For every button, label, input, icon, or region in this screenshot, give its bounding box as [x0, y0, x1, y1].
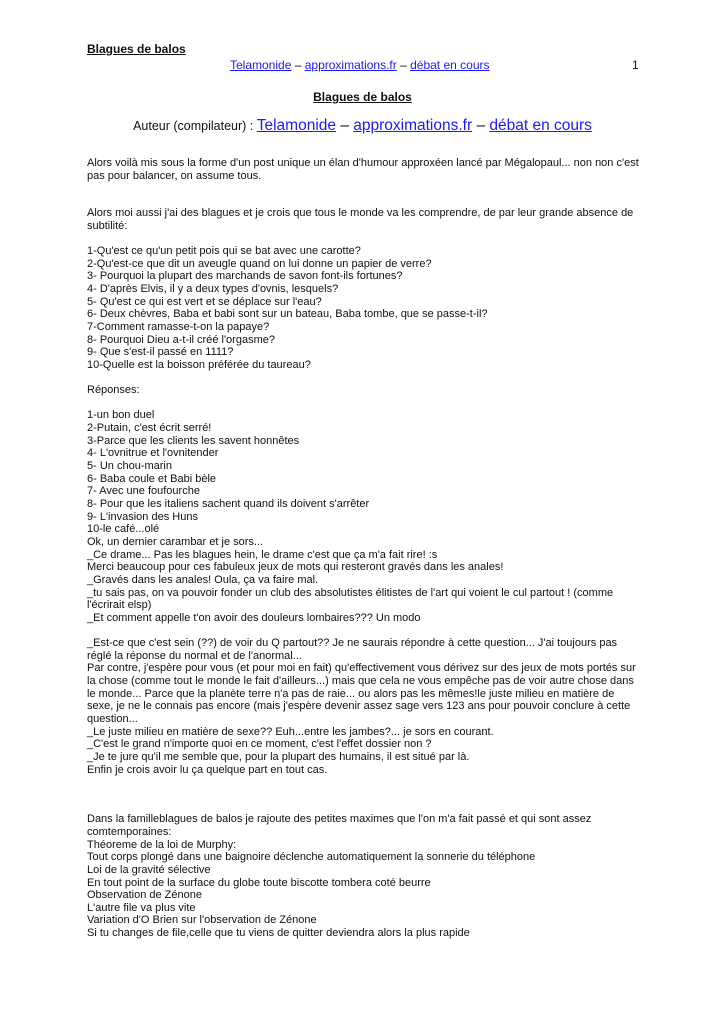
author-separator: –	[472, 117, 490, 134]
question-item: 2-Qu'est-ce que dit un aveugle quand on lui donne un papier de verre?	[87, 257, 432, 270]
maxim-line: Dans la familleblagues de balos je rajoute des petites maximes que l'on m'a fait passé et qui sont assez comtemporaines:	[87, 813, 592, 838]
maxim-line: Théoreme de la loi de Murphy:	[87, 838, 237, 851]
dialogue-line: _Et comment appelle t'on avoir des douleurs lombaires??? Un modo	[87, 611, 421, 624]
page-number: 1	[632, 58, 639, 72]
question-item: 3- Pourquoi la plupart des marchands de savon font-ils fortunes?	[87, 270, 403, 283]
dialogue-line: _Le juste milieu en matière de sexe?? Euh...entre les jambes?... je sors en courant.	[87, 725, 494, 738]
dialogue-line: _Je te jure qu'il me semble que, pour la plupart des humains, il est situé par là.	[87, 750, 470, 763]
intro2-paragraph: Alors moi aussi j'ai des blagues et je crois que tous le monde va les comprendre, de par leur grande absence de subtilité:	[87, 207, 634, 232]
answer-item: 1-un bon duel	[87, 409, 155, 422]
answer-item: 9- L'invasion des Huns	[87, 510, 198, 523]
question-item: 8- Pourquoi Dieu a-t-il créé l'orgasme?	[87, 333, 275, 346]
dialogue-line: _tu sais pas, on va pouvoir fonder un club des absolutistes élitistes de l'art qui voient le cul partout ! (comme l'écrirait elsp)	[87, 586, 614, 612]
header-links	[230, 58, 490, 72]
dialogue-line: Enfin je crois avoir lu ça quelque part en tout cas.	[87, 763, 328, 776]
answer-item: 8- Pour que les italiens sachent quand ils doivent s'arrêter	[87, 497, 370, 510]
dialogue-line: _Est-ce que c'est sein (??) de voir du Q partout?? Je ne saurais répondre à cette question... J'ai toujours pas réglé la réponse du normal et de l'anormal...	[87, 637, 618, 662]
answer-item: 2-Putain, c'est écrit serré!	[87, 422, 212, 434]
header-separator: –	[291, 58, 305, 72]
question-item: 10-Quelle est la boisson préférée du taureau?	[87, 359, 311, 372]
question-item: 5- Qu'est ce qui est vert et se déplace sur l'eau?	[87, 295, 322, 308]
maxim-line: L'autre file va plus vite	[87, 901, 196, 914]
questions-list	[87, 245, 643, 372]
author-label: Auteur (compilateur) :	[133, 119, 257, 133]
dialogue-line: Merci beaucoup pour ces fabuleux jeux de mots qui resteront gravés dans les anales!	[87, 561, 504, 574]
dialogue-block	[87, 536, 643, 625]
dialogue-block-2	[87, 637, 643, 776]
header-link-telamonide[interactable]: Telamonide	[230, 58, 292, 72]
author-link-debat[interactable]: débat en cours	[489, 117, 592, 134]
dialogue-line: Par contre, j'espère pour vous (et pour moi en fait) qu'effectivement vous dérivez sur des jeux de mots portés sur la chose (comme tout le monde le fait d'ailleurs...) mais que cela ne vous empêche pas de voir autre chose dans le monde... Parce que la planète terre n'a pas de raie... ou alors pas les mêmes!le juste milieu en matière de sexe, je ne le connais pas encore (mais j'espère devenir assez sage vers 123 ans pour pouvoir conclure à cette question...	[87, 662, 636, 725]
header-separator: –	[396, 58, 411, 72]
dialogue-line: _Gravés dans les anales! Oula, ça va faire mal.	[87, 573, 319, 586]
responses-label: Réponses:	[87, 384, 140, 397]
question-item: 9- Que s'est-il passé en 1111?	[87, 346, 234, 359]
answers-list	[87, 409, 643, 536]
answer-item: 7- Avec une foufourche	[87, 485, 200, 498]
author-link-telamonide[interactable]: Telamonide	[256, 117, 337, 134]
header-link-approximations[interactable]: approximations.fr	[304, 58, 397, 72]
author-line	[0, 117, 725, 135]
dialogue-line: Ok, un dernier carambar et je sors...	[87, 535, 264, 548]
maxim-line: Si tu changes de file,celle que tu viens de quitter deviendra alors la plus rapide	[87, 927, 470, 940]
author-separator: –	[336, 117, 354, 134]
maxim-line: Tout corps plongé dans une baignoire déclenche automatiquement la sonnerie du téléphone	[87, 851, 536, 864]
dialogue-line: _C'est le grand n'importe quoi en ce moment, c'est l'effet dossier non ?	[87, 738, 432, 751]
answer-item: 5- Un chou-marin	[87, 459, 172, 472]
answer-item: 4- L'ovnitrue et l'ovnitender	[87, 447, 219, 460]
answer-item: 10-le café...olé	[87, 523, 160, 536]
question-item: 6- Deux chèvres, Baba et babi sont sur un bateau, Baba tombe, que se passe-t-il?	[87, 308, 488, 321]
maxims-block	[87, 813, 643, 940]
dialogue-line: _Ce drame... Pas les blagues hein, le drame c'est que ça m'a fait rire! :s	[87, 548, 438, 561]
header-title: Blagues de balos	[87, 42, 186, 56]
answer-item: 6- Baba coule et Babi bèle	[87, 472, 217, 485]
header-link-debat[interactable]: débat en cours	[410, 58, 490, 72]
document-body	[87, 157, 643, 940]
maxim-line: En tout point de la surface du globe toute biscotte tombera coté beurre	[87, 876, 431, 889]
author-link-approximations[interactable]: approximations.fr	[353, 117, 473, 134]
answer-item: 3-Parce que les clients les savent honnêtes	[87, 434, 300, 447]
maxim-line: Observation de Zénone	[87, 889, 202, 902]
maxim-line: Loi de la gravité sélective	[87, 863, 211, 876]
document-title: Blagues de balos	[313, 90, 412, 104]
intro-paragraph: Alors voilà mis sous la forme d'un post unique un élan d'humour approxéen lancé par Mégalopaul... non non c'est pas pour balancer, on assume tous.	[87, 157, 639, 182]
question-item: 4- D'après Elvis, il y a deux types d'ovnis, lesquels?	[87, 283, 339, 296]
question-item: 7-Comment ramasse-t-on la papaye?	[87, 321, 270, 334]
question-item: 1-Qu'est ce qu'un petit pois qui se bat avec une carotte?	[87, 245, 361, 258]
maxim-line: Variation d'O Brien sur l'observation de Zénone	[87, 914, 317, 927]
